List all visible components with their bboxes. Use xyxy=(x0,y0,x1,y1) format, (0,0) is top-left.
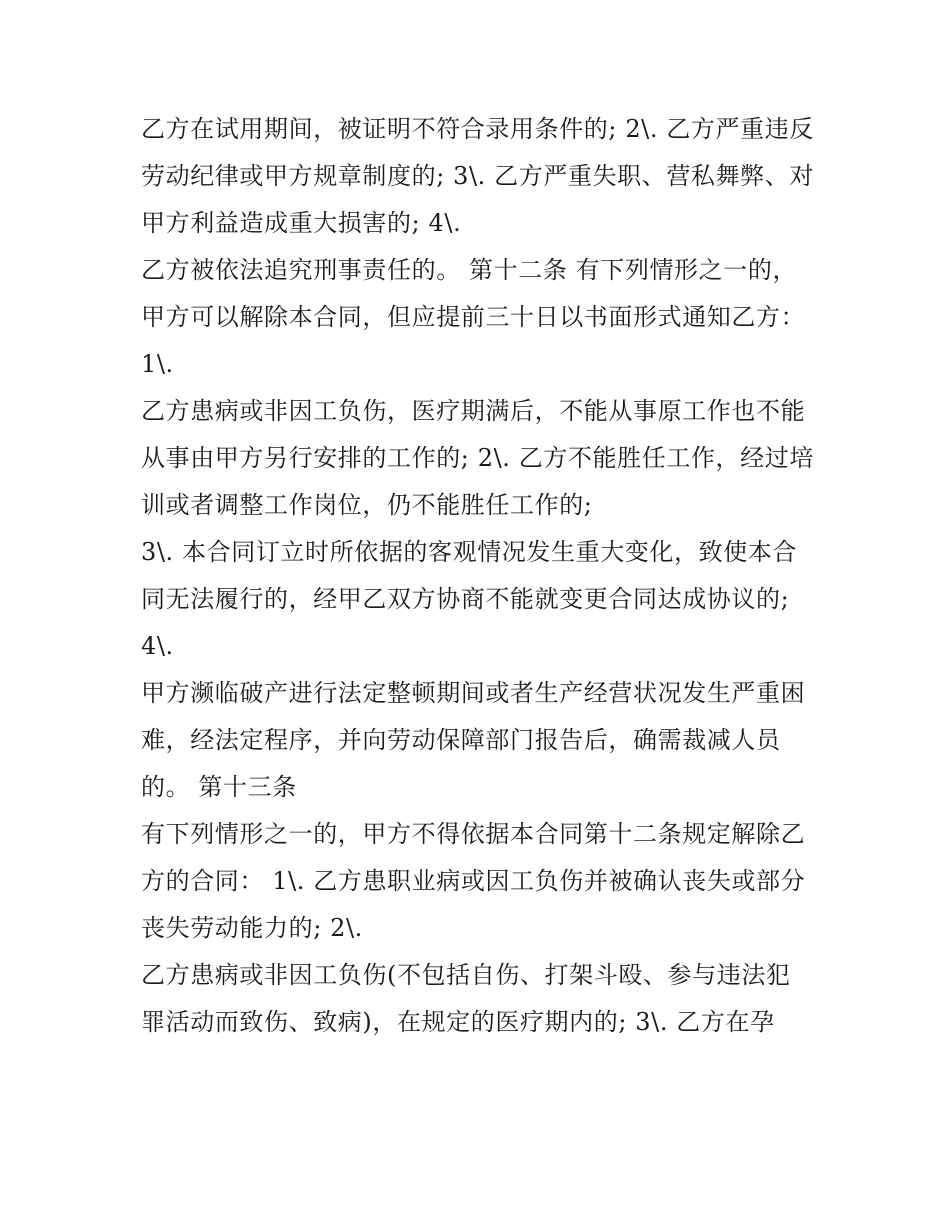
text-line: 4\. xyxy=(141,632,174,660)
text-line: 罪活动而致伤、致病)，在规定的医疗期内的; 3\. 乙方在孕 xyxy=(141,1008,775,1036)
text-line: 从事由甲方另行安排的工作的; 2\. 乙方不能胜任工作，经过培 xyxy=(141,444,814,472)
text-line: 的。 第十三条 xyxy=(141,773,297,801)
text-line: 乙方被依法追究刑事责任的。 第十二条 有下列情形之一的， xyxy=(141,256,798,284)
text-line: 3\. 本合同订立时所依据的客观情况发生重大变化，致使本合 xyxy=(141,538,798,566)
text-line: 难，经法定程序，并向劳动保障部门报告后，确需裁减人员 xyxy=(141,726,781,754)
text-line: 甲方濒临破产进行法定整顿期间或者生产经营状况发生严重困 xyxy=(141,679,806,707)
text-line: 甲方利益造成重大损害的; 4\. xyxy=(141,209,462,237)
text-line: 乙方患病或非因工负伤，医疗期满后，不能从事原工作也不能 xyxy=(141,397,806,425)
text-line: 甲方可以解除本合同，但应提前三十日以书面形式通知乙方： xyxy=(141,303,806,331)
text-line: 训或者调整工作岗位，仍不能胜任工作的; xyxy=(141,491,593,519)
text-line: 有下列情形之一的，甲方不得依据本合同第十二条规定解除乙 xyxy=(141,820,806,848)
text-line: 乙方在试用期间，被证明不符合录用条件的; 2\. 乙方严重违反 xyxy=(141,115,814,143)
document-body xyxy=(141,106,821,1046)
text-line: 1\. xyxy=(141,350,174,378)
text-line: 丧失劳动能力的; 2\. xyxy=(141,914,363,942)
text-line: 劳动纪律或甲方规章制度的; 3\. 乙方严重失职、营私舞弊、对 xyxy=(141,162,814,190)
text-line: 同无法履行的，经甲乙双方协商不能就变更合同达成协议的; xyxy=(141,585,790,613)
text-line: 方的合同： 1\. 乙方患职业病或因工负伤并被确认丧失或部分 xyxy=(141,867,806,895)
text-line: 乙方患病或非因工负伤(不包括自伤、打架斗殴、参与违法犯 xyxy=(141,961,791,989)
